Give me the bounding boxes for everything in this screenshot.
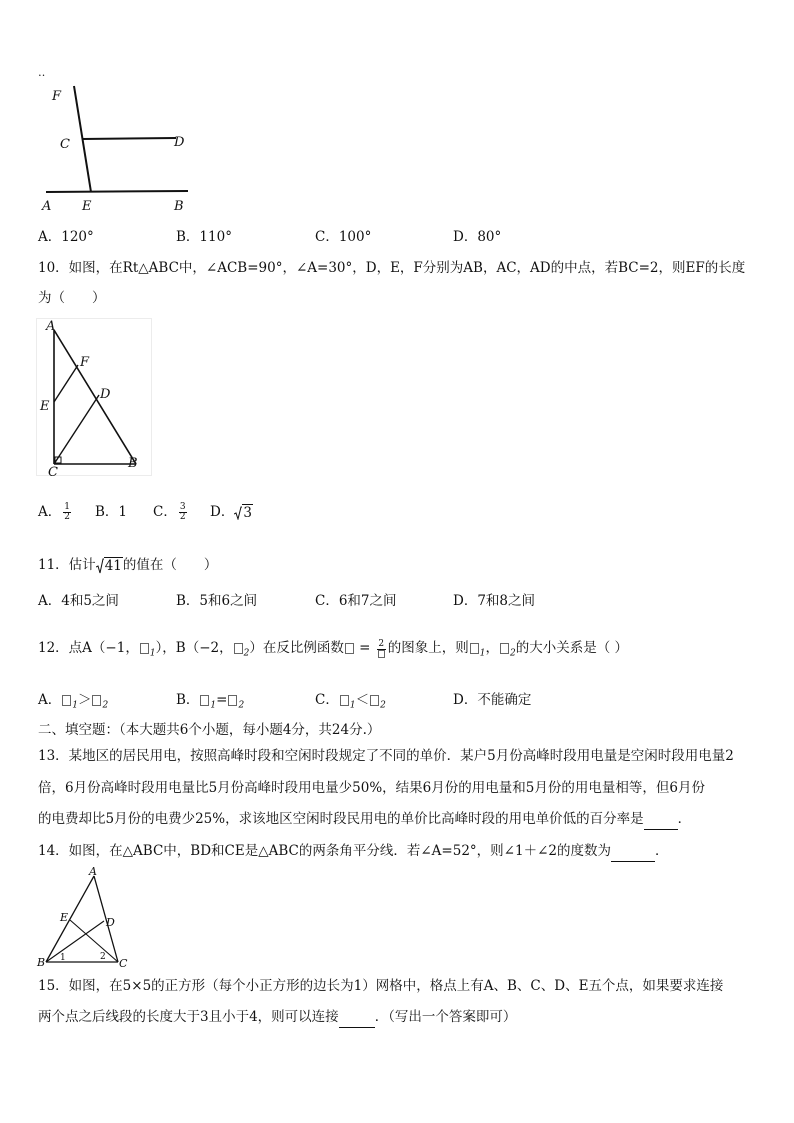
q10-label-d: D: [100, 387, 111, 402]
q12-text: 12．点A（−1， $_1$），B（−2， $_2$）在反比例函数 = 2 的图象上，则 $_1$， $_2$的大小关系是（ ）: [38, 638, 629, 659]
q9-label-f: F: [52, 89, 62, 104]
q10-figure: [36, 318, 152, 476]
q13-answer-blank: [644, 809, 678, 830]
q10-option-b: B．1: [95, 504, 128, 520]
q15-text-line2: 两个点之后线段的长度大于3且小于4，则可以连接 ．（写出一个答案即可）: [38, 1007, 516, 1028]
q12-symbol-y1: [140, 643, 149, 654]
q11-option-a: A．4和5之间: [38, 593, 119, 609]
q9-line-cd: [82, 138, 176, 139]
q11-option-c: C．6和7之间: [315, 593, 397, 609]
q10-option-a: A． $\frac{1}{2}$: [38, 502, 70, 522]
q10-label-b: B: [128, 456, 138, 471]
q12-option-a: A． $_1$＞ $_2$: [38, 692, 109, 711]
q12-symbol-y1b: [470, 643, 479, 654]
q14-label-a: A: [89, 866, 97, 878]
q10-label-e: E: [40, 399, 50, 414]
q13-text-line3: 的电费却比5月份的电费少25%，求该地区空闲时段民用电的单价比高峰时段的用电单价低的百分率是 ．: [38, 809, 691, 830]
q9-option-c: C．100°: [315, 229, 372, 245]
q10-option-d: D． 3: [210, 504, 252, 521]
q10-text-line2: 为（ ）: [38, 290, 106, 306]
q11-option-b: B．5和6之间: [176, 593, 258, 609]
q12-symbol-y2b: [500, 643, 509, 654]
q14-label-e: E: [60, 911, 69, 924]
q12-symbol-y: [345, 643, 354, 654]
q10-label-a: A: [46, 319, 56, 334]
q14-label-b: B: [37, 956, 46, 969]
q9-figure: [36, 76, 196, 216]
section-2-heading: 二、填空题：（本大题共6个小题，每小题4分，共24分.）: [38, 722, 381, 738]
q14-label-c: C: [119, 957, 128, 970]
q9-label-b: B: [174, 199, 184, 214]
q9-option-a: A．120°: [38, 229, 94, 245]
q10-label-c: C: [48, 465, 58, 476]
q9-label-a: A: [42, 199, 52, 214]
q10-text-line1: 10．如图，在Rt△ABC中，∠ACB=90°，∠A=30°，D，E，F分别为AB，AC，AD的中点，若BC=2，则EF的长度: [38, 260, 746, 276]
q14-figure: [36, 866, 128, 970]
q12-symbol-y2: [234, 643, 243, 654]
q14-label-d: D: [106, 916, 115, 929]
q9-label-d: D: [174, 135, 185, 150]
q12-option-c: C． $_1$＜ $_2$: [315, 692, 386, 711]
q10-option-c: C． $\frac{3}{2}$: [153, 502, 186, 522]
q15-text-line1: 15．如图，在5×5的正方形（每个小正方形的边长为1）网格中，格点上有A、B、C、D、E五个点，如果要求连接: [38, 978, 724, 994]
q11-option-d: D．7和8之间: [453, 593, 536, 609]
top-mark: ‥: [38, 66, 46, 79]
q12-symbol-x: [378, 650, 385, 658]
q9-option-d: D．80°: [453, 229, 502, 245]
q9-line-ab: [46, 191, 188, 192]
q12-option-b: B． $_1$= $_2$: [176, 692, 245, 711]
q10-label-f: F: [80, 355, 90, 370]
q14-label-2: 2: [100, 952, 106, 962]
q13-text-line1: 13．某地区的居民用电，按照高峰时段和空闲时段规定了不同的单价．某户5月份高峰时段用电量是空闲时段用电量2: [38, 748, 734, 764]
q13-text-line2: 倍，6月份高峰时段用电量比5月份高峰时段用电量少50%，结果6月份的用电量和5月份的用电量相等，但6月份: [38, 780, 705, 796]
q9-label-c: C: [60, 137, 70, 152]
q14-label-1: 1: [60, 953, 66, 963]
q14-text: 14．如图，在△ABC中，BD和CE是△ABC的两条角平分线．若∠A=52°，则∠1＋∠2的度数为 ．: [38, 841, 668, 862]
q12-option-d: D．不能确定: [453, 692, 532, 708]
q14-answer-blank: [611, 841, 655, 862]
q11-text: 11．估计 41的值在（ ）: [38, 557, 218, 574]
q9-option-b: B．110°: [176, 229, 232, 245]
q15-answer-blank: [339, 1007, 375, 1028]
q9-label-e: E: [82, 199, 92, 214]
